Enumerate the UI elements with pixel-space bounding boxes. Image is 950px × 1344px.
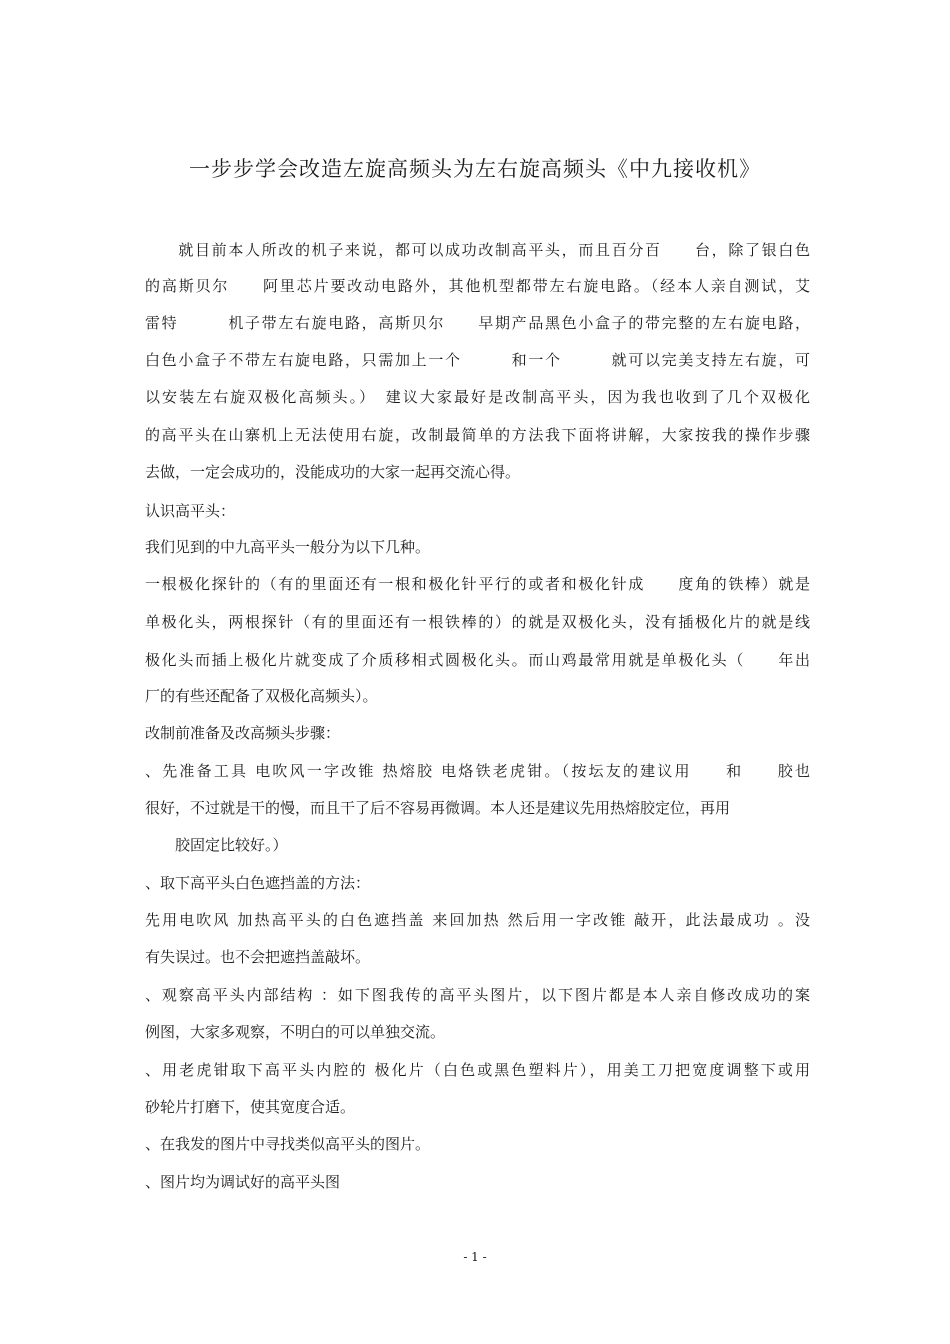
body-line: 就目前本人所改的机子来说，都可以成功改制高平头，而且百分百 台，除了银白色 bbox=[145, 241, 810, 259]
step-line: 、图片均为调试好的高平头图 bbox=[145, 1173, 341, 1191]
body-line: 的高平头在山寨机上无法使用右旋，改制最简单的方法我下面将讲解，大家按我的操作步骤 bbox=[145, 426, 810, 444]
step-line: 、先准备工具 电吹风一字改锥 热熔胶 电烙铁老虎钳。（按坛友的建议用 和 胶也 bbox=[145, 762, 810, 780]
step-line: 、在我发的图片中寻找类似高平头的图片。 bbox=[145, 1135, 431, 1153]
document-title: 一步步学会改造左旋高频头为左右旋高频头《中九接收机》 bbox=[189, 157, 761, 181]
body-line: 我们见到的中九高平头一般分为以下几种。 bbox=[145, 538, 431, 556]
step-line: 、观察高平头内部结构 ：如下图我传的高平头图片，以下图片都是本人亲自修改成功的案 bbox=[145, 986, 810, 1004]
body-line: 的高斯贝尔 阿里芯片要改动电路外，其他机型都带左右旋电路。（经本人亲自测试，艾 bbox=[145, 277, 810, 295]
step-line: 胶固定比较好。） bbox=[145, 836, 288, 854]
step-line: 有失误过。也不会把遮挡盖敲坏。 bbox=[145, 948, 371, 966]
step-line: 、取下高平头白色遮挡盖的方法： bbox=[145, 874, 371, 892]
body-line: 厂的有些还配备了双极化高频头）。 bbox=[145, 687, 378, 705]
step-line: 例图，大家多观察，不明白的可以单独交流。 bbox=[145, 1023, 446, 1041]
body-line: 去做，一定会成功的，没能成功的大家一起再交流心得。 bbox=[145, 463, 521, 481]
step-line: 很好，不过就是干的慢，而且干了后不容易再微调。本人还是建议先用热熔胶定位，再用 bbox=[145, 799, 731, 817]
body-line: 以安装左右旋双极化高频头。） 建议大家最好是改制高平头，因为我也收到了几个双极化 bbox=[145, 388, 810, 406]
page-number: - 1 - bbox=[463, 1250, 487, 1264]
body-line: 雷特 机子带左右旋电路，高斯贝尔 早期产品黑色小盒子的带完整的左右旋电路， bbox=[145, 314, 810, 332]
body-line: 单极化头，两根探针（有的里面还有一根铁棒的）的就是双极化头，没有插极化片的就是线 bbox=[145, 613, 810, 631]
body-line: 极化头而插上极化片就变成了介质移相式圆极化头。而山鸡最常用就是单极化头（ 年出 bbox=[145, 651, 810, 669]
step-line: 砂轮片打磨下，使其宽度合适。 bbox=[145, 1098, 356, 1116]
step-line: 、用老虎钳取下高平头内腔的 极化片（白色或黑色塑料片），用美工刀把宽度调整下或用 bbox=[145, 1061, 810, 1079]
section-heading: 改制前准备及改高频头步骤： bbox=[145, 724, 341, 742]
body-line: 白色小盒子不带左右旋电路，只需加上一个 和一个 就可以完美支持左右旋，可 bbox=[145, 351, 810, 369]
section-heading: 认识高平头： bbox=[145, 502, 236, 520]
body-line: 一根极化探针的（有的里面还有一根和极化针平行的或者和极化针成 度角的铁棒）就是 bbox=[145, 575, 810, 593]
step-line: 先用电吹风 加热高平头的白色遮挡盖 来回加热 然后用一字改锥 敲开，此法最成功 。没 bbox=[145, 911, 810, 929]
